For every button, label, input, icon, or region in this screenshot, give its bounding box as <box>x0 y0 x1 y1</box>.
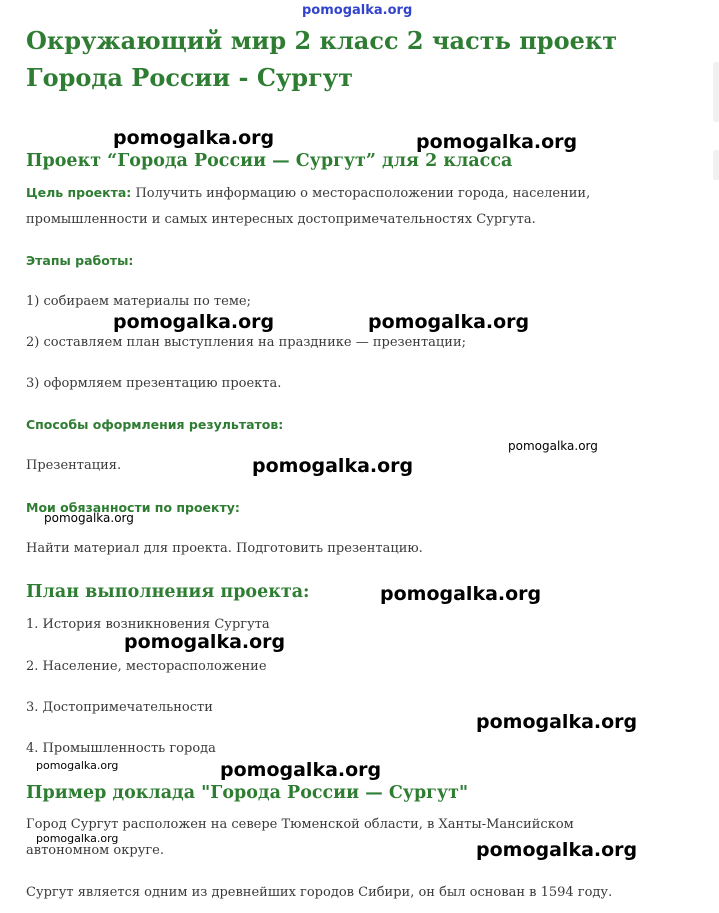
watermark-top: pomogalka.org <box>302 3 413 18</box>
stage-item-1: 1) собираем материалы по теме; <box>26 294 251 309</box>
watermark: pomogalka.org <box>476 839 638 861</box>
stage-item-3: 3) оформляем презентацию проекта. <box>26 376 282 391</box>
goal-text: Получить информацию о месторасположении города, населении, промышленности и самых интересных достопримечательностях Сургута. <box>26 186 591 227</box>
project-heading: Проект “Города России — Сургут” для 2 класса <box>26 151 513 171</box>
plan-item-1: 1. История возникновения Сургута <box>26 617 270 632</box>
watermark: pomogalka.org <box>476 711 638 733</box>
duties-label: Мои обязанности по проекту: <box>26 500 240 515</box>
scrollbar-track-top[interactable] <box>713 62 719 122</box>
format-text: Презентация. <box>26 458 122 473</box>
format-label: Способы оформления результатов: <box>26 417 284 432</box>
watermark: pomogalka.org <box>44 511 134 525</box>
watermark: pomogalka.org <box>36 759 119 772</box>
watermark: pomogalka.org <box>368 311 530 333</box>
plan-item-4: 4. Промышленность города <box>26 741 216 756</box>
watermark: pomogalka.org <box>124 631 286 653</box>
plan-heading: План выполнения проекта: <box>26 582 310 602</box>
duties-text: Найти материал для проекта. Подготовить презентацию. <box>26 541 423 556</box>
stages-label: Этапы работы: <box>26 253 134 268</box>
report-heading: Пример доклада "Города России — Сургут" <box>26 783 469 803</box>
report-paragraph-1: Город Сургут расположен на севере Тюменской области, в Ханты-Мансийском автономном округе. <box>26 817 574 858</box>
watermark: pomogalka.org <box>113 127 275 149</box>
watermark: pomogalka.org <box>113 311 275 333</box>
plan-item-2: 2. Население, месторасположение <box>26 659 267 674</box>
plan-item-3: 3. Достопримечательности <box>26 700 213 715</box>
watermark: pomogalka.org <box>380 583 542 605</box>
goal-paragraph <box>26 180 636 233</box>
stage-item-2: 2) составляем план выступления на празднике — презентации; <box>26 335 466 350</box>
goal-label: Цель проекта: <box>26 185 132 200</box>
page-title: Окружающий мир 2 класс 2 часть проект Города России - Сургут <box>26 26 618 92</box>
watermark: pomogalka.org <box>220 759 382 781</box>
watermark: pomogalka.org <box>508 439 598 453</box>
report-paragraph-2: Сургут является одним из древнейших городов Сибири, он был основан в 1594 году. <box>26 885 613 900</box>
watermark: pomogalka.org <box>416 131 578 153</box>
watermark: pomogalka.org <box>36 832 119 845</box>
scrollbar-track-bottom[interactable] <box>713 150 719 180</box>
watermark: pomogalka.org <box>252 455 414 477</box>
